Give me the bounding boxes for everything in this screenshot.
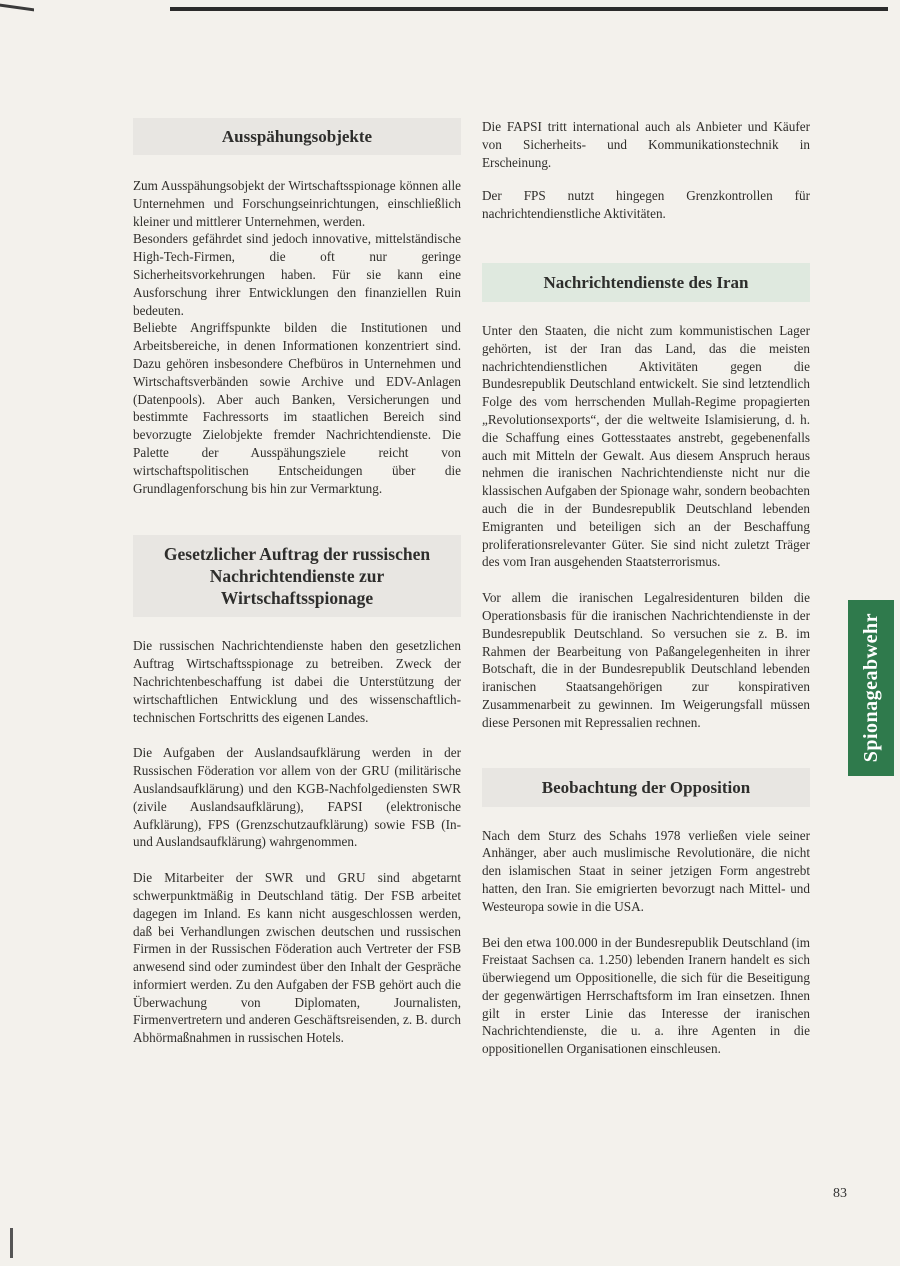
paragraph: Die Aufgaben der Auslandsaufklärung werden in der Russischen Föderation vor allem von der GRU (militärische Auslandsaufklärung) und den KGB-Nachfolgediensten SWR (zivile Auslandsaufklärung), FAPSI (elektronische Aufklärung), FPS (Grenzschutzaufklärung) sowie FSB (In- und Auslandsaufklärung) wahrgenommen.	[133, 745, 461, 850]
section-tab	[848, 600, 894, 776]
scan-edge-mark	[10, 1228, 13, 1258]
paragraph: Unter den Staaten, die nicht zum kommunistischen Lager gehörten, ist der Iran das Land, das die meisten nachrichtendienstlichen Aktivitäten gegen die Bundesrepublik Deutschland entwickelt. Sie sind letztendlich Folge des vom herrschenden Mullah-Regime propagierten „Revolutionsexports“, der die weltweite Islamisierung, d. h. die Schaffung eines Gottesstaates anstrebt, gegebenenfalls auch mit Mitteln der Gewalt. Aus diesem Anspruch heraus nehmen die iranischen Nachrichtendienste nicht nur die klassischen Aufgaben der Spionage wahr, sondern beobachten auch die in der Bundesrepublik Deutschland lebenden Emigranten und beteiligen sich an der Beschaffung proliferationsrelevanter Güter. Sie sind nicht zuletzt Träger des vom Iran ausgehenden Staatsterrorismus.	[482, 322, 810, 570]
paragraph: Beliebte Angriffspunkte bilden die Institutionen und Arbeitsbereiche, in denen Informationen konzentriert sind. Dazu gehören insbesondere Chefbüros in Unternehmen und Wirtschaftsverbänden sowie Archive und EDV-Anlagen (Datenpools). Aber auch Banken, Versicherungen und bestimmte Fachressorts im staatlichen Bereich sind bevorzugte Zielobjekte fremder Nachrichtendienste. Die Palette der Ausspähungsziele reicht von wirtschaftspolitischen Entscheidungen über die Grundlagenforschung bis hin zur Vermarktung.	[133, 320, 461, 496]
heading-ausspaehungsobjekte: Ausspähungsobjekte	[133, 118, 461, 155]
section-tab-label: Spionageabwehr	[859, 613, 882, 763]
paragraph: Die FAPSI tritt international auch als Anbieter und Käufer von Sicherheits- und Kommunikationstechnik in Erscheinung.	[482, 119, 810, 170]
paragraph: Besonders gefährdet sind jedoch innovative, mittelständische High-Tech-Firmen, die oft nur geringe Sicherheitsvorkehrungen haben. Für sie kann eine Ausforschung ihrer Entwicklungen den finanziellen Ruin bedeuten.	[133, 231, 461, 318]
heading-nachrichtendienste-iran: Nachrichtendienste des Iran	[482, 263, 810, 302]
scan-corner-mark	[0, 4, 34, 12]
paragraph: Nach dem Sturz des Schahs 1978 verließen viele seiner Anhänger, aber auch muslimische Revolutionäre, die nicht den islamischen Staat in seiner jetzigen Form angestrebt hatten, den Iran. Sie emigrierten bevorzugt nach Mittel- und Westeuropa sowie in die USA.	[482, 827, 810, 914]
paragraph: Zum Ausspähungsobjekt der Wirtschaftsspionage können alle Unternehmen und Forschungseinrichtungen, einschließlich kleiner und mittlerer Unternehmen, werden.	[133, 178, 461, 229]
paragraph: Die Mitarbeiter der SWR und GRU sind abgetarnt schwerpunktmäßig in Deutschland tätig. Der FSB arbeitet dagegen im Inland. Es kann nicht ausgeschlossen werden, daß bei Verhandlungen zwischen deutschen und russischen Firmen in der Russischen Föderation auch Vertreter der FSB anwesend sind oder zumindest über den Inhalt der Gespräche informiert werden. Zu den Aufgaben der FSB gehört auch die Überwachung von Diplomaten, Journalisten, Firmenvertretern und anderen Geschäftsreisenden, z. B. durch Abhörmaßnahmen in russischen Hotels.	[133, 870, 461, 1046]
left-column	[133, 118, 461, 1047]
paragraph: Die russischen Nachrichtendienste haben den gesetzlichen Auftrag Wirtschaftsspionage zu betreiben. Zweck der Nachrichtenbeschaffung ist dabei die Unterstützung der wirtschaftlichen Entwicklung und des wissenschaftlich-technischen Fortschritts des eigenen Landes.	[133, 638, 461, 725]
top-rule	[170, 7, 888, 11]
paragraph: Vor allem die iranischen Legalresidenturen bilden die Operationsbasis für die iranischen Nachrichtendienste in der Bundesrepublik Deutschland. So versuchen sie z. B. im Rahmen der Bearbeitung von Paßangelegenheiten in ihrer Botschaft, die in der Bundesrepublik Deutschland lebenden iranischen Staatsangehörigen zur konspirativen Zusammenarbeit zu gewinnen. Im Weigerungsfall müssen diese Personen mit Repressalien rechnen.	[482, 590, 810, 730]
heading-gesetzlicher-auftrag: Gesetzlicher Auftrag der russischen Nachrichtendienste zur Wirtschaftsspionage	[133, 535, 461, 617]
right-column	[482, 118, 810, 1058]
heading-beobachtung-opposition: Beobachtung der Opposition	[482, 768, 810, 807]
page-number: 83	[833, 1186, 847, 1201]
paragraph: Der FPS nutzt hingegen Grenzkontrollen für nachrichtendienstliche Aktivitäten.	[482, 188, 810, 222]
paragraph: Bei den etwa 100.000 in der Bundesrepublik Deutschland (im Freistaat Sachsen ca. 1.250) lebenden Iranern handelt es sich überwiegend um Oppositionelle, die sich für die Beseitigung der gegenwärtigen Herrschaftsform im Iran einsetzen. Ihnen gilt in erster Linie das Interesse der iranischen Nachrichtendienste, die u. a. ihre Agenten in die oppositionellen Organisationen einschleusen.	[482, 934, 810, 1057]
